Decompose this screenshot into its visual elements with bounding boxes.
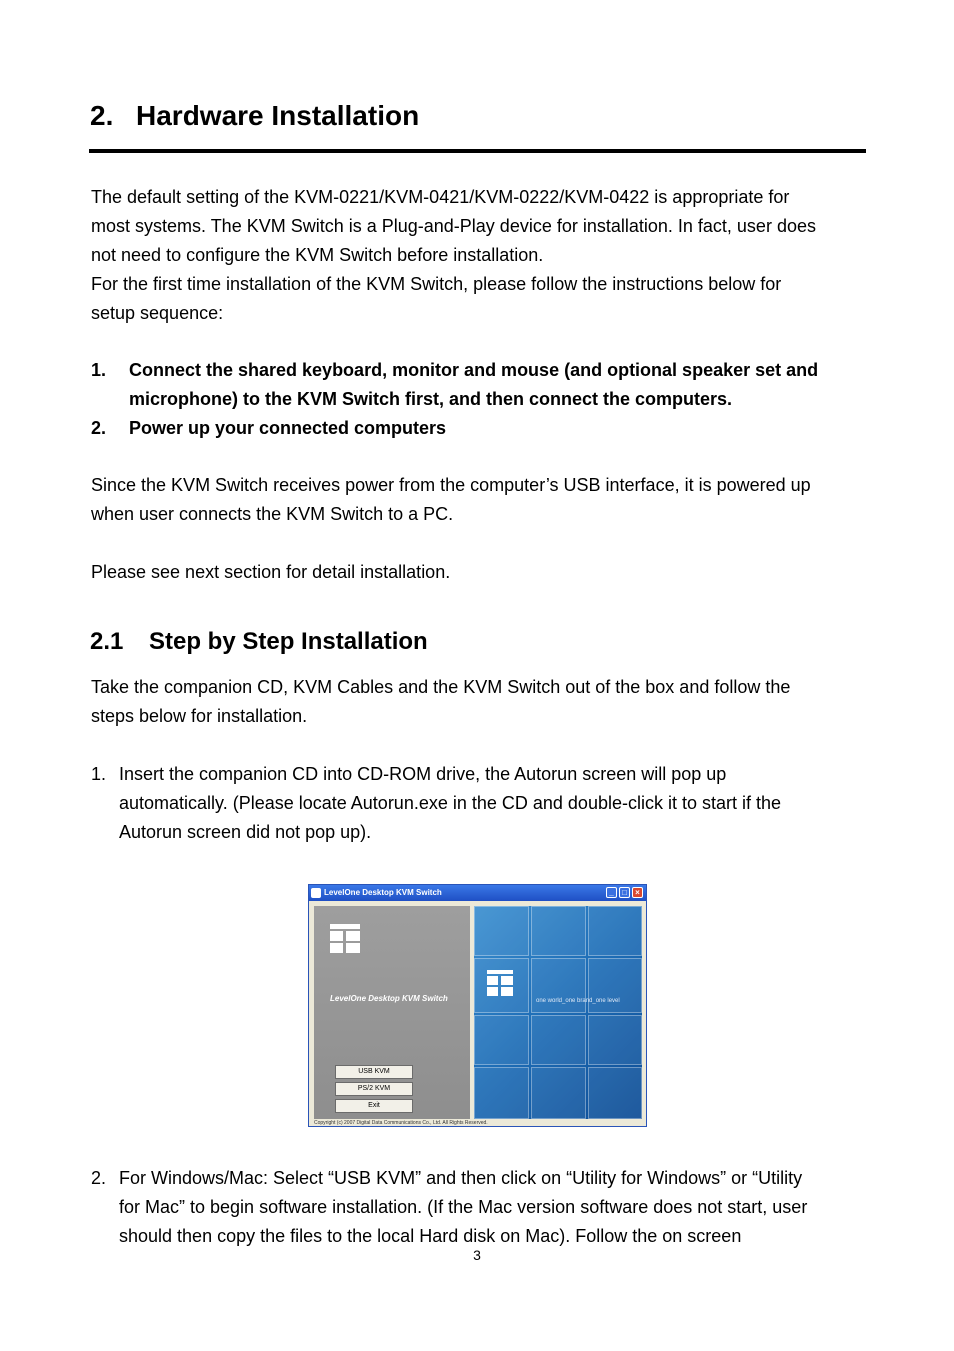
bold-step-number: 2. xyxy=(91,418,107,438)
subsection-title: Step by Step Installation xyxy=(149,628,428,655)
window-title: LevelOne Desktop KVM Switch xyxy=(324,888,442,897)
subsection-number: 2.1 xyxy=(90,628,124,655)
step-number: 1. xyxy=(91,764,107,784)
ps2-kvm-button[interactable]: PS/2 KVM xyxy=(335,1082,413,1096)
intro-line: The default setting of the KVM-0221/KVM-0421/KVM-0222/KVM-0422 is appropriate for xyxy=(91,187,790,207)
step-1 xyxy=(91,760,881,847)
see-next-line: Please see next section for detail installation. xyxy=(91,562,451,582)
step-line: for Mac” to begin software installation. (If the Mac version software does not start, user xyxy=(119,1197,808,1217)
subsection-intro-line: Take the companion CD, KVM Cables and the KVM Switch out of the box and follow the xyxy=(91,677,791,697)
close-icon[interactable]: × xyxy=(632,887,643,898)
intro-paragraph xyxy=(91,183,881,328)
step-line: automatically. (Please locate Autorun.exe in the CD and double-click it to start if the xyxy=(119,793,782,813)
copyright-text: Copyright (c) 2007 Digital Data Communications Co., Ltd. All Rights Reserved. xyxy=(314,1120,488,1126)
section-heading xyxy=(90,100,419,132)
step-2 xyxy=(91,1164,881,1251)
subsection-intro-line: steps below for installation. xyxy=(91,706,308,726)
bold-step-number: 1. xyxy=(91,360,107,380)
usb-kvm-button[interactable]: USB KVM xyxy=(335,1065,413,1079)
power-note-line: when user connects the KVM Switch to a PC. xyxy=(91,504,454,524)
minimize-icon[interactable]: _ xyxy=(606,887,617,898)
bold-step-text: Connect the shared keyboard, monitor and mouse (and optional speaker set and xyxy=(129,360,819,380)
see-next-paragraph xyxy=(91,558,881,587)
intro-line: setup sequence: xyxy=(91,303,224,323)
step-line: should then copy the files to the local Hard disk on Mac). Follow the on screen xyxy=(119,1226,742,1246)
subsection-heading xyxy=(90,628,428,656)
power-note-line: Since the KVM Switch receives power from the computer’s USB interface, it is powered up xyxy=(91,475,811,495)
levelone-logo-small xyxy=(487,966,517,1006)
left-panel xyxy=(314,906,470,1119)
bold-step-2 xyxy=(91,414,881,443)
window-titlebar xyxy=(309,885,646,901)
page-number: 3 xyxy=(473,1247,481,1263)
bold-step-1 xyxy=(91,356,881,385)
power-note-paragraph xyxy=(91,471,881,529)
intro-line: not need to configure the KVM Switch before installation. xyxy=(91,245,544,265)
bold-step-1-cont xyxy=(91,385,881,414)
step-line: Insert the companion CD into CD-ROM drive, the Autorun screen will pop up xyxy=(119,764,727,784)
exit-button[interactable]: Exit xyxy=(335,1099,413,1113)
slogan: one world_one brand_one level xyxy=(536,998,620,1004)
intro-line: For the first time installation of the KVM Switch, please follow the instructions below for xyxy=(91,274,782,294)
subsection-intro xyxy=(91,673,881,731)
maximize-icon[interactable]: □ xyxy=(619,887,630,898)
bold-step-text: Power up your connected computers xyxy=(129,418,447,438)
step-line: For Windows/Mac: Select “USB KVM” and then click on “Utility for Windows” or “Utility xyxy=(119,1168,803,1188)
levelone-logo xyxy=(330,918,364,962)
autorun-screenshot xyxy=(308,884,647,1127)
app-icon xyxy=(311,888,321,898)
section-title: Hardware Installation xyxy=(136,100,420,131)
step-number: 2. xyxy=(91,1168,107,1188)
heading-rule xyxy=(89,149,866,153)
section-number: 2. xyxy=(90,100,114,131)
right-panel xyxy=(474,906,642,1119)
intro-line: most systems. The KVM Switch is a Plug-and-Play device for installation. In fact, user does xyxy=(91,216,816,236)
step-line: Autorun screen did not pop up). xyxy=(119,822,372,842)
product-title: LevelOne Desktop KVM Switch xyxy=(330,994,448,1003)
bold-step-text: microphone) to the KVM Switch first, and then connect the computers. xyxy=(129,389,733,409)
